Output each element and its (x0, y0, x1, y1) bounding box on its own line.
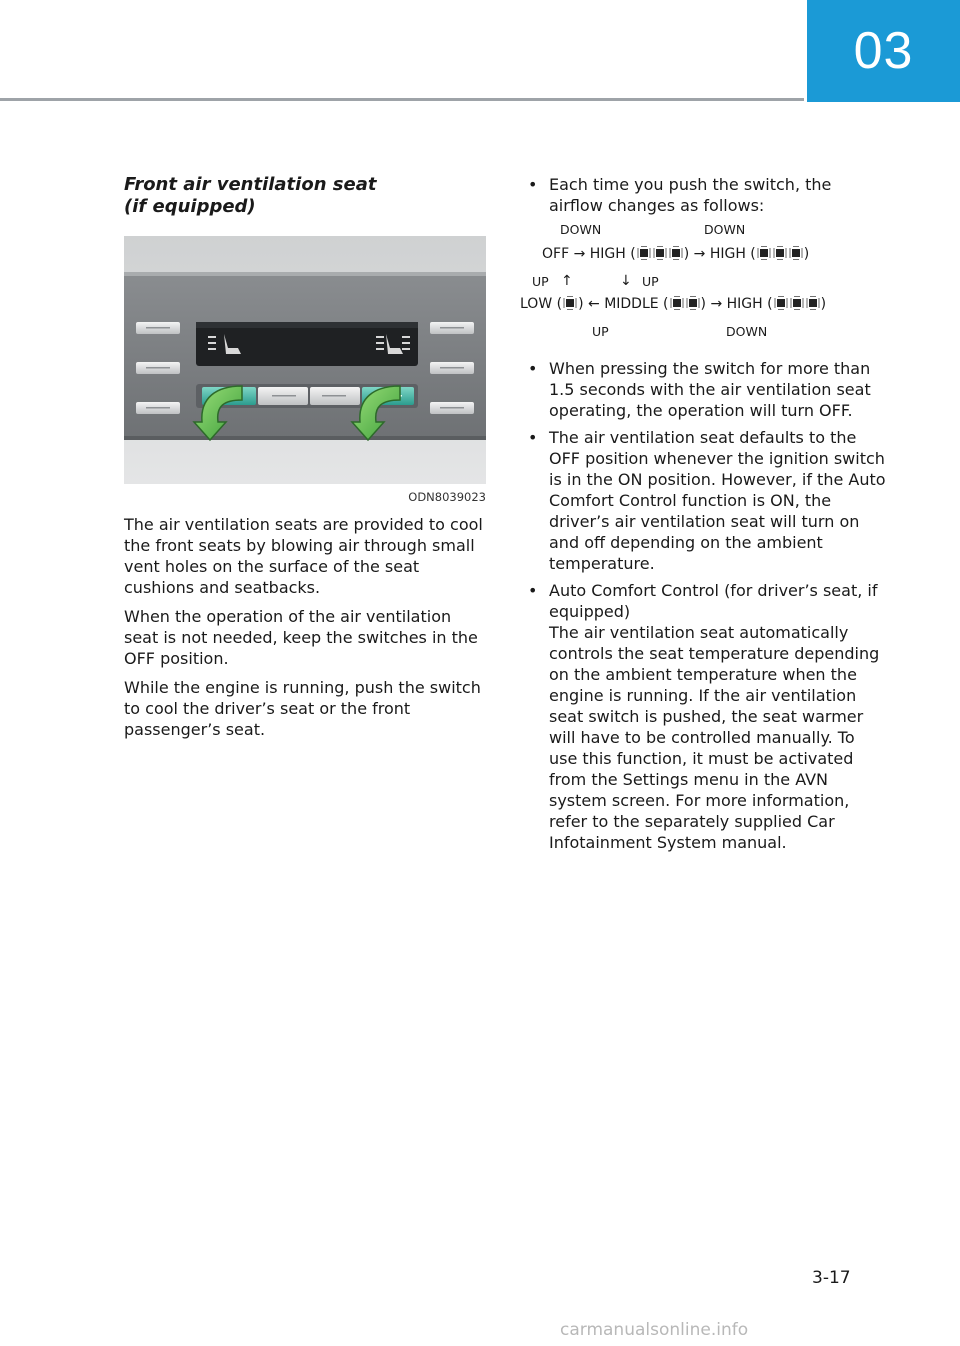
fan-level-icon (653, 246, 667, 260)
fan-level-icon (790, 296, 804, 310)
bullet-dot: • (528, 428, 538, 447)
airflow-sequence-diagram (520, 222, 890, 344)
fan-level-icon (806, 296, 820, 310)
flow-off: OFF (542, 246, 570, 262)
fan-level-icon (774, 296, 788, 310)
title-line-1: Front air ventilation seat (124, 174, 377, 195)
flow-high-1: HIGH ( (589, 246, 636, 262)
paragraph-2: When the operation of the air ventilation seat is not needed, keep the switches in the OFF position. (124, 607, 478, 668)
flow-up-label-1: UP (532, 274, 549, 289)
bullet-text-3: The air ventilation seat defaults to the OFF position whenever the ignition switch is in the ON position. However, if the Auto Comfort Control function is ON, the driver’s air ventilation seat will turn on and off depending on the ambient temperature. (549, 428, 886, 573)
bullet-dot: • (528, 359, 538, 378)
flow-high-3: HIGH ( (726, 296, 773, 312)
flow-close-paren: ) (578, 296, 584, 312)
flow-close-paren: ) (683, 246, 690, 262)
flow-row-2 (520, 296, 826, 312)
fan-level-icon (669, 246, 683, 260)
flow-row-1 (542, 246, 809, 262)
chapter-number: 03 (853, 22, 914, 80)
bullet-item-4 (524, 580, 886, 853)
flow-down-label-1: DOWN (560, 222, 602, 237)
flow-arrow-right: → (710, 296, 723, 312)
watermark-link[interactable]: carmanualsonline.info (560, 1320, 749, 1340)
fan-level-icon (670, 296, 684, 310)
fan-level-icon (563, 296, 577, 310)
flow-up-label-2: UP (642, 274, 659, 289)
bullet-text-2: When pressing the switch for more than 1.5 seconds with the air ventilation seat operating, the operation will turn OFF. (549, 359, 871, 420)
bullet-item-2 (524, 358, 886, 421)
bullet-dot: • (528, 581, 538, 600)
flow-arrow-right: → (693, 246, 706, 262)
figure-code: ODN8039023 (408, 490, 486, 504)
title-line-2: (if equipped) (124, 196, 256, 217)
fan-icons-high-3 (773, 296, 821, 312)
flow-high-2: HIGH ( (709, 246, 756, 262)
chapter-tab (807, 0, 960, 102)
bullet-item-1 (524, 174, 886, 216)
left-column (124, 174, 486, 748)
flow-close-paren: ) (803, 246, 810, 262)
fan-level-icon (637, 246, 651, 260)
fan-icons-middle (669, 296, 701, 312)
fan-level-icon (686, 296, 700, 310)
right-column (520, 174, 886, 859)
flow-arrow-up: ↑ (561, 273, 573, 289)
paragraph-3: While the engine is running, push the switch to cool the driver’s seat or the front passenger’s seat. (124, 678, 481, 739)
flow-arrow-right: → (573, 246, 586, 262)
flow-middle: MIDDLE ( (604, 296, 669, 312)
figure-vent-seat-switch-panel (124, 236, 486, 484)
flow-arrow-down: ↓ (620, 273, 632, 289)
section-title (124, 174, 486, 218)
flow-down-label-3: DOWN (726, 324, 768, 339)
flow-down-label-2: DOWN (704, 222, 746, 237)
bullet-text-4-body: The air ventilation seat automatically controls the seat temperature depending on the ambient temperature when the engine is running. If the air ventilation seat switch is pushed, the seat warmer will have to be controlled manually. To use this function, it must be activated from the Settings menu in the AVN system screen. For more information, refer to the separately supplied Car Infotainment System manual. (549, 623, 880, 852)
fan-icons-high-2 (756, 246, 804, 262)
fan-icons-high-1 (636, 246, 684, 262)
page-number: 3-17 (812, 1268, 851, 1288)
bullet-item-3 (524, 427, 886, 574)
bullet-text-1: Each time you push the switch, the airflow changes as follows: (549, 175, 832, 215)
flow-low: LOW ( (520, 296, 563, 312)
bullet-dot: • (528, 175, 538, 194)
fan-icons-low (562, 296, 578, 312)
flow-close-paren: ) (700, 296, 706, 312)
fan-level-icon (773, 246, 787, 260)
flow-up-label-3: UP (592, 324, 609, 339)
header-rule (0, 98, 804, 101)
fan-level-icon (789, 246, 803, 260)
flow-close-paren: ) (820, 296, 827, 312)
bullet-text-4-heading: Auto Comfort Control (for driver’s seat, if equipped) (549, 581, 878, 621)
panel-illustration (124, 236, 486, 484)
paragraph-1: The air ventilation seats are provided to cool the front seats by blowing air through small vent holes on the surface of the seat cushions and seatbacks. (124, 515, 483, 597)
flow-arrow-left: ← (588, 296, 600, 312)
fan-level-icon (757, 246, 771, 260)
